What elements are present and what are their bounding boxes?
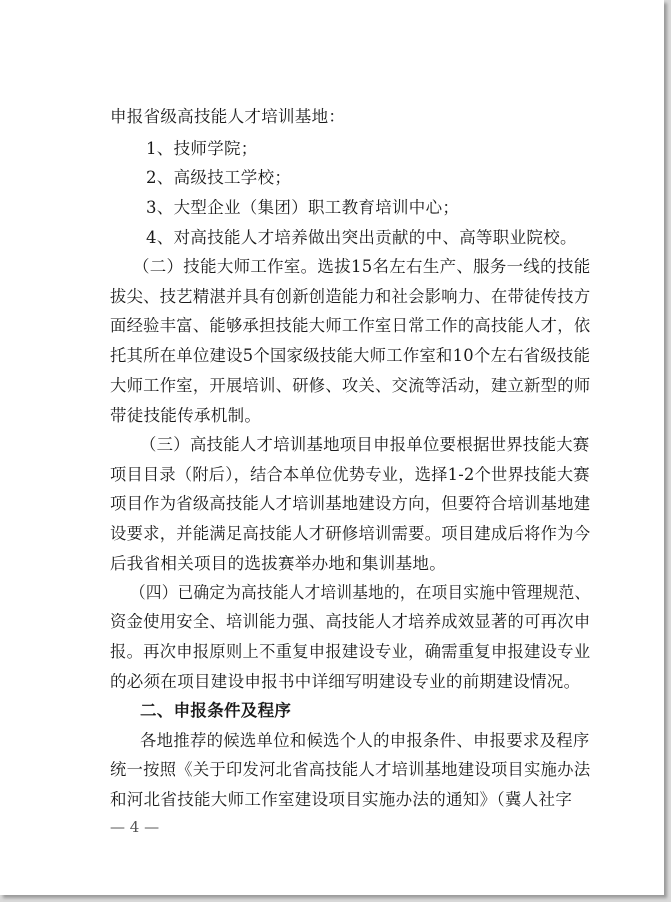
text-line: 带徒技能传承机制。 — [110, 406, 262, 425]
text-line: 1、技师学院； — [146, 139, 258, 158]
text-line: 资金使用安全、培训能力强、高技能人才培养成效显著的可再次申 — [110, 612, 591, 631]
text-line: 各地推荐的候选单位和候选个人的申报条件、申报要求及程序 — [140, 731, 590, 750]
text-line: （四）已确定为高技能人才培训基地的，在项目实施中管理规范、 — [130, 583, 591, 602]
text-line: （二）技能大师工作室。选拔15名左右生产、服务一线的技能 — [133, 257, 591, 276]
text-line: 设要求，并能满足高技能人才研修培训需要。项目建成后将作为今 — [110, 524, 591, 543]
text-line: 后我省相关项目的选拔赛举办地和集训基地。 — [110, 554, 446, 573]
text-line: 申报省级高技能人才培训基地： — [110, 107, 346, 126]
text-line: 面经验丰富、能够承担技能大师工作室日常工作的高技能人才，依 — [110, 316, 591, 335]
section-heading: 二、申报条件及程序 — [140, 701, 292, 720]
text-line: 2、高级技工学校； — [146, 168, 292, 187]
text-line: 和河北省技能大师工作室建设项目实施办法的通知》（冀人社字 — [110, 790, 573, 809]
text-line: 统一按照《关于印发河北省高技能人才培训基地建设项目实施办法 — [110, 760, 591, 779]
text-line: 4、对高技能人才培养做出突出贡献的中、高等职业院校。 — [146, 228, 577, 247]
text-line: 大师工作室，开展培训、研修、攻关、交流等活动，建立新型的师 — [110, 376, 591, 395]
text-line: 项目目录（附后），结合本单位优势专业，选择1-2个世界技能大赛 — [110, 465, 590, 484]
text-line: 3、大型企业（集团）职工教育培训中心； — [146, 198, 460, 217]
text-line: 报。再次申报原则上不重复申报建设专业，确需重复申报建设专业 — [110, 642, 591, 661]
page-number: — 4 — — [110, 818, 160, 836]
text-line: 拔尖、技艺精湛并具有创新创造能力和社会影响力、在带徒传技方 — [110, 287, 591, 306]
text-line: （三）高技能人才培训基地项目申报单位要根据世界技能大赛 — [140, 435, 590, 454]
text-line: 项目作为省级高技能人才培训基地建设方向，但要符合培训基地建 — [110, 494, 591, 513]
text-line: 托其所在单位建设5个国家级技能大师工作室和10个左右省级技能 — [110, 346, 591, 365]
text-line: 的必须在项目建设申报书中详细写明建设专业的前期建设情况。 — [110, 672, 581, 691]
